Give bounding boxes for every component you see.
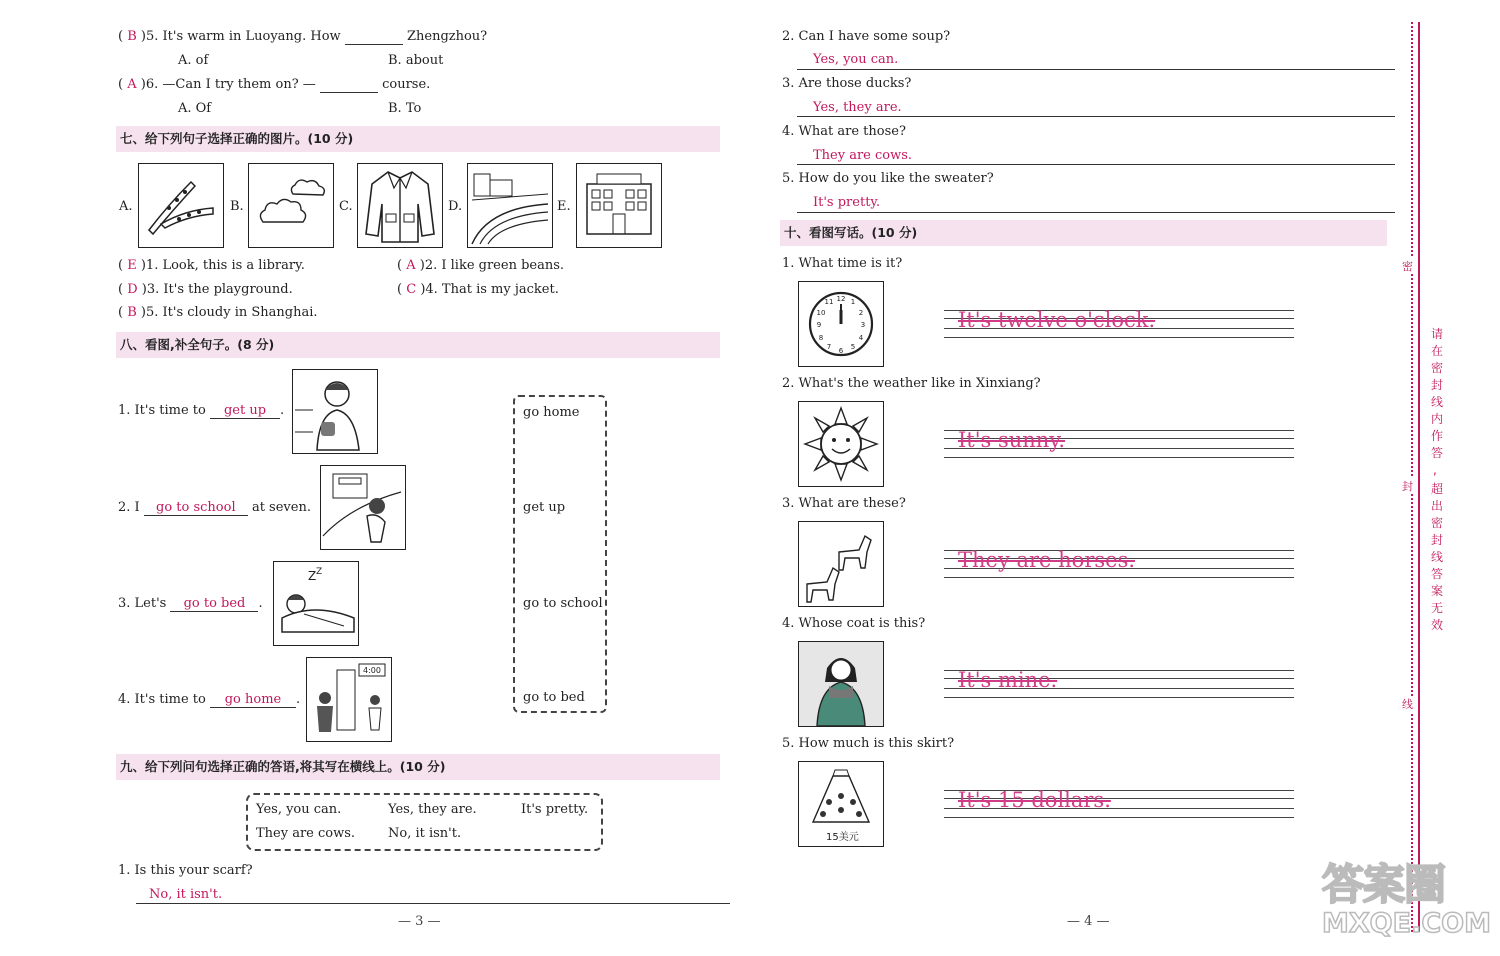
match-answer: E bbox=[127, 258, 137, 273]
skirt-picture bbox=[798, 761, 884, 847]
guide-line bbox=[944, 457, 1294, 458]
sec8-item-1 bbox=[118, 403, 284, 419]
page-number-left: — 3 — bbox=[398, 914, 441, 929]
sec8-item-3 bbox=[118, 596, 263, 612]
picture-label-a: A. bbox=[119, 199, 133, 214]
choice-num: 5 bbox=[146, 29, 155, 44]
sec9-question-4: 4. What are those? bbox=[782, 124, 906, 139]
answer-option: Yes, you can. bbox=[256, 802, 342, 817]
svg-text:1: 1 bbox=[850, 298, 856, 306]
watermark-line1: 答案圈 bbox=[1322, 860, 1446, 909]
fill-prefix: 2. I bbox=[118, 500, 140, 515]
choice-question-5: ( B )5. It's warm in Luoyang. How Zhengzhou? bbox=[118, 29, 488, 44]
fill-answer: get up bbox=[210, 404, 280, 419]
girl-coat-picture bbox=[798, 641, 884, 727]
svg-text:5: 5 bbox=[850, 343, 856, 351]
go-home-picture bbox=[306, 657, 392, 742]
answer-option: It's pretty. bbox=[521, 802, 589, 817]
sec9-answer-1: No, it isn't. bbox=[149, 887, 223, 902]
writing-lines-3 bbox=[944, 550, 1294, 580]
sun-picture bbox=[798, 401, 884, 487]
fill-answer: go to school bbox=[144, 501, 248, 516]
sec10-question-3: 3. What are these? bbox=[782, 496, 906, 511]
svg-text:Z: Z bbox=[308, 569, 317, 583]
choice-after: course. bbox=[382, 77, 431, 92]
fill-answer: go home bbox=[210, 693, 296, 708]
watermark-line2: MXQE.COM bbox=[1322, 908, 1491, 939]
word-bank-item: go to school bbox=[523, 596, 603, 611]
section-8-title: 八、看图,补全句子。(8 分) bbox=[116, 332, 720, 358]
picture-label-c: C. bbox=[339, 199, 353, 214]
match-text: )2. I like green beans. bbox=[419, 258, 565, 273]
choice-option-a: A. Of bbox=[178, 101, 212, 116]
answer-option: No, it isn't. bbox=[388, 826, 462, 841]
word-bank-item: go to bed bbox=[523, 690, 585, 705]
choice-text: It's warm in Luoyang. How bbox=[162, 29, 341, 44]
price-tag: 15美元 bbox=[826, 832, 859, 843]
green-beans-picture bbox=[138, 163, 224, 248]
sec7-item-5: ( B )5. It's cloudy in Shanghai. bbox=[118, 305, 318, 320]
answer-line bbox=[136, 903, 730, 904]
playground-picture bbox=[467, 163, 553, 248]
sec8-item-4 bbox=[118, 692, 300, 708]
seal-mark-2: 封 bbox=[1402, 480, 1413, 493]
svg-text:4: 4 bbox=[858, 334, 864, 342]
fill-answer: go to bed bbox=[170, 597, 258, 612]
written-answer-5: It's 15 dollars. bbox=[958, 788, 1111, 812]
svg-text:12: 12 bbox=[836, 295, 846, 303]
fill-suffix: . bbox=[280, 403, 285, 418]
sec8-item-2 bbox=[118, 500, 311, 516]
svg-text:6: 6 bbox=[838, 347, 844, 355]
seal-note-bottom: 超出密封线答案无效 bbox=[1431, 482, 1444, 632]
clock-sign-text: 4:00 bbox=[363, 666, 381, 675]
horses-picture bbox=[798, 521, 884, 607]
word-bank-item: get up bbox=[523, 500, 566, 515]
seal-dotted-line bbox=[1411, 22, 1413, 932]
sec9-answer-4: They are cows. bbox=[813, 148, 913, 163]
match-answer: A bbox=[406, 258, 416, 273]
match-text: )1. Look, this is a library. bbox=[140, 258, 305, 273]
seal-note-top: 请在密封线内作答 bbox=[1431, 327, 1444, 460]
sec9-question-3: 3. Are those ducks? bbox=[782, 76, 912, 91]
writing-lines-2 bbox=[944, 430, 1294, 460]
writing-lines-5 bbox=[944, 790, 1294, 820]
svg-text:7: 7 bbox=[826, 343, 832, 351]
choice-question-6: ( A )6. —Can I try them on? — course. bbox=[118, 77, 431, 92]
choice-blank bbox=[345, 30, 403, 45]
guide-line bbox=[944, 697, 1294, 698]
watermark-logo bbox=[1322, 862, 1498, 940]
section-9-title: 九、给下列问句选择正确的答语,将其写在横线上。(10 分) bbox=[116, 754, 720, 780]
match-text: )3. It's the playground. bbox=[141, 282, 293, 297]
choice-after: Zhengzhou? bbox=[406, 29, 488, 44]
picture-label-b: B. bbox=[230, 199, 244, 214]
fill-suffix: at seven. bbox=[251, 500, 311, 515]
sec9-answer-5: It's pretty. bbox=[813, 195, 881, 210]
sec7-item-1: ( E )1. Look, this is a library. bbox=[118, 258, 305, 273]
match-text: )4. That is my jacket. bbox=[420, 282, 559, 297]
fill-prefix: 4. It's time to bbox=[118, 692, 206, 707]
match-answer: C bbox=[406, 282, 417, 297]
seal-solid-line bbox=[1418, 22, 1420, 932]
sec7-item-2: ( A )2. I like green beans. bbox=[397, 258, 565, 273]
answer-line bbox=[797, 69, 1395, 70]
seal-note-comma: , bbox=[1433, 463, 1437, 477]
sec10-question-5: 5. How much is this skirt? bbox=[782, 736, 955, 751]
clouds-picture bbox=[248, 163, 334, 248]
sec7-item-4: ( C )4. That is my jacket. bbox=[397, 282, 559, 297]
sec9-question-1: 1. Is this your scarf? bbox=[118, 863, 253, 878]
section-10-title: 十、看图写话。(10 分) bbox=[780, 220, 1387, 246]
choice-text: —Can I try them on? — bbox=[162, 77, 316, 92]
sec10-question-2: 2. What's the weather like in Xinxiang? bbox=[782, 376, 1041, 391]
choice-blank bbox=[320, 78, 378, 93]
page-number-right: — 4 — bbox=[1067, 914, 1110, 929]
fill-prefix: 3. Let's bbox=[118, 596, 167, 611]
sec9-question-2: 2. Can I have some soup? bbox=[782, 29, 951, 44]
answer-option: Yes, they are. bbox=[388, 802, 477, 817]
go-to-school-picture bbox=[320, 465, 406, 550]
written-answer-3: They are horses. bbox=[958, 548, 1136, 572]
picture-label-e: E. bbox=[557, 199, 571, 214]
choice-num: 6 bbox=[145, 77, 155, 92]
fill-suffix: . bbox=[296, 692, 301, 707]
fill-suffix: . bbox=[258, 596, 263, 611]
seal-mark-3: 线 bbox=[1402, 698, 1413, 711]
svg-text:2: 2 bbox=[858, 309, 864, 317]
answer-line bbox=[797, 116, 1395, 117]
sec10-question-4: 4. Whose coat is this? bbox=[782, 616, 926, 631]
choice-option-b: B. To bbox=[388, 101, 422, 116]
match-text: )5. It's cloudy in Shanghai. bbox=[140, 305, 318, 320]
match-answer: D bbox=[127, 282, 138, 297]
clock-picture bbox=[798, 281, 884, 367]
writing-lines-1 bbox=[944, 310, 1294, 340]
fill-prefix: 1. It's time to bbox=[118, 403, 206, 418]
writing-lines-4 bbox=[944, 670, 1294, 700]
word-bank-item: go home bbox=[523, 405, 580, 420]
sec10-question-1: 1. What time is it? bbox=[782, 256, 903, 271]
seal-mark-1: 密 bbox=[1402, 260, 1413, 273]
svg-text:Z: Z bbox=[316, 567, 323, 577]
get-up-picture bbox=[292, 369, 378, 454]
written-answer-2: It's sunny. bbox=[958, 428, 1066, 452]
sec7-item-3: ( D )3. It's the playground. bbox=[118, 282, 293, 297]
guide-line bbox=[944, 577, 1294, 578]
svg-text:10: 10 bbox=[816, 309, 826, 317]
svg-text:8: 8 bbox=[818, 334, 824, 342]
section-7-title: 七、给下列句子选择正确的图片。(10 分) bbox=[116, 126, 720, 152]
sec9-question-5: 5. How do you like the sweater? bbox=[782, 171, 994, 186]
choice-answer: B bbox=[127, 29, 137, 44]
jacket-picture bbox=[357, 163, 443, 248]
svg-text:11: 11 bbox=[824, 298, 834, 306]
go-to-bed-picture bbox=[273, 561, 359, 646]
guide-line bbox=[944, 817, 1294, 818]
choice-answer: A bbox=[127, 77, 137, 92]
svg-text:9: 9 bbox=[816, 321, 822, 329]
sec9-answer-2: Yes, you can. bbox=[813, 52, 899, 67]
written-answer-1: It's twelve o'clock. bbox=[958, 308, 1156, 332]
library-picture bbox=[576, 163, 662, 248]
choice-option-a: A. of bbox=[178, 53, 209, 68]
sec9-answer-3: Yes, they are. bbox=[813, 100, 902, 115]
answer-line bbox=[797, 164, 1395, 165]
answer-option: They are cows. bbox=[256, 826, 356, 841]
written-answer-4: It's mine. bbox=[958, 668, 1058, 692]
guide-line bbox=[944, 337, 1294, 338]
answer-line bbox=[797, 212, 1395, 213]
picture-label-d: D. bbox=[448, 199, 463, 214]
choice-option-b: B. about bbox=[388, 53, 444, 68]
match-answer: B bbox=[127, 305, 137, 320]
svg-text:3: 3 bbox=[860, 321, 866, 329]
word-bank-box bbox=[513, 395, 607, 713]
